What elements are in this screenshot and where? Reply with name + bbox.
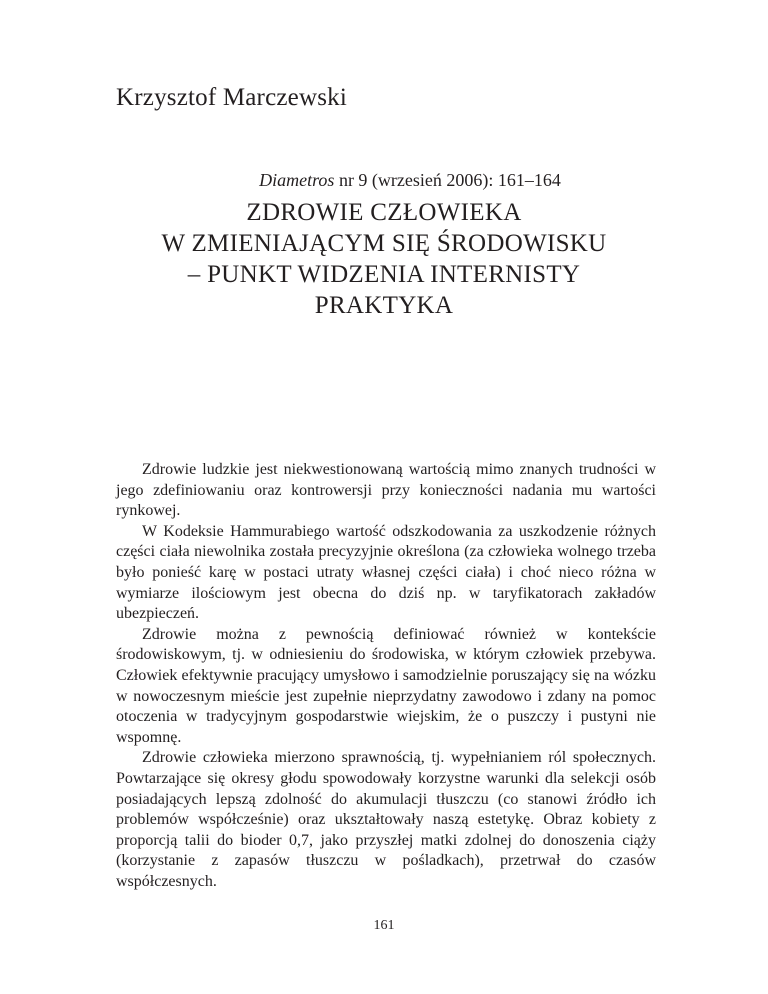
page-number: 161 bbox=[373, 918, 395, 933]
paragraph: Zdrowie ludzkie jest niekwestionowaną wartością mimo znanych trudności w jego zdefiniowaniu oraz kontrowersji przy konieczności nadania mu wartości rynkowej. bbox=[116, 461, 656, 520]
title-line: – PUNKT WIDZENIA INTERNISTY bbox=[187, 261, 581, 288]
title-line: PRAKTYKA bbox=[314, 292, 454, 319]
citation-details: nr 9 (wrzesień 2006): 161–164 bbox=[334, 170, 561, 190]
article-body bbox=[116, 460, 656, 892]
journal-name: Diametros bbox=[259, 170, 335, 190]
paragraph: Zdrowie można z pewnością definiować również w kontekście środowiskowym, tj. w odniesieniu do środowiska, w którym człowiek przebywa. Człowiek efektywnie pracujący umysłowo i samodzielnie poruszający się na wózku w nowoczesnym mieście jest zupełnie nieprzydatny zawodowo i zdany na pomoc otoczenia w tradycyjnym gospodarstwie wiejskim, że o puszczy i pustyni nie wspomnę. bbox=[116, 625, 656, 746]
paragraph: Zdrowie człowieka mierzono sprawnością, tj. wypełnianiem ról społecznych. Powtarzające się okresy głodu spowodowały korzystne warunki dla selekcji osób posiadających lepszą zdolność do akumulacji tłuszczu (co stanowi źródło ich problemów współcześnie) oraz ukształtowały naszą estetykę. Obraz kobiety z proporcją talii do bioder 0,7, jako przyszłej matki zdolnej do donoszenia ciąży (korzystanie z zapasów tłuszczu w pośladkach), przetrwał do czasów współczesnych. bbox=[116, 749, 656, 890]
paragraph: W Kodeksie Hammurabiego wartość odszkodowania za uszkodzenie różnych części ciała niewolnika została precyzyjnie określona (za człowieka wolnego trzeba było ponieść karę w postaci utraty własnej części ciała) i choć nieco różna w wymiarze ilościowym jest obecna do dziś np. w taryfikatorach zakładów ubezpieczeń. bbox=[116, 522, 656, 623]
article-title bbox=[116, 197, 652, 321]
title-line: W ZMIENIAJĄCYM SIĘ ŚRODOWISKU bbox=[161, 230, 607, 257]
author-name: Krzysztof Marczewski bbox=[116, 84, 347, 111]
citation-line bbox=[0, 170, 768, 191]
title-line: ZDROWIE CZŁOWIEKA bbox=[246, 199, 522, 226]
